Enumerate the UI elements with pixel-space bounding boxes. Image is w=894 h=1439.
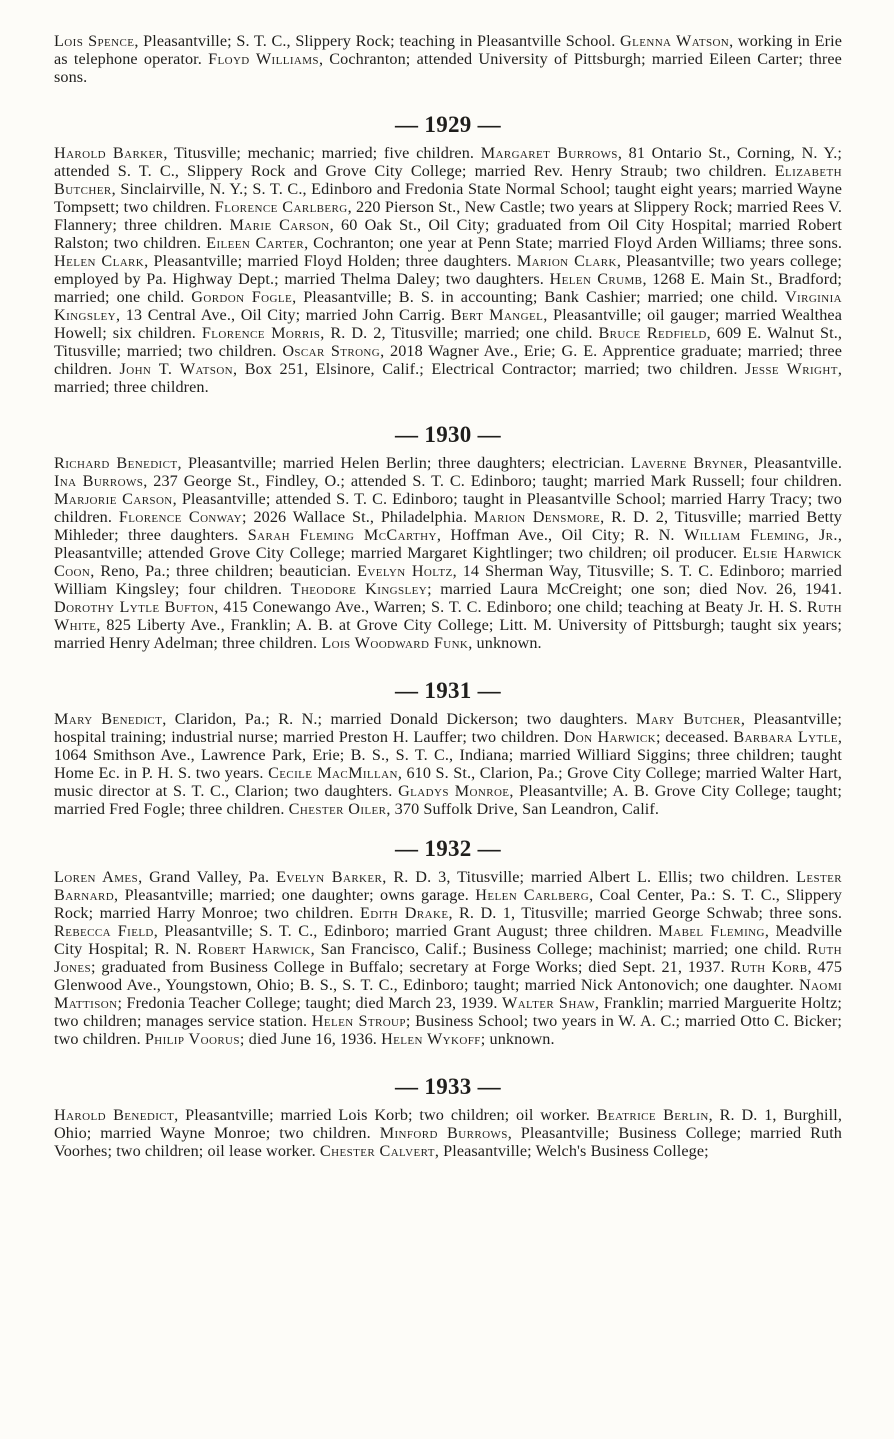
entry-name: Jesse Wright — [745, 360, 838, 378]
entry-name: Sarah Fleming McCarthy — [247, 526, 437, 544]
entry-name: Chester Oiler — [288, 800, 387, 818]
entry-name: Helen Clark — [54, 252, 145, 270]
entry-text: , Pleasantville; attended Grove City College; married Margaret Kightlinger; two children; oil producer. — [54, 526, 843, 562]
entry-name: Don Harwick — [563, 728, 656, 746]
entry-name: Ruth Korb — [730, 958, 808, 976]
entry-name: William Fleming, Jr. — [683, 526, 838, 544]
entry-text: , R. D. 2, Titusville; married; one child. — [320, 324, 593, 342]
entry-name: Helen Crumb — [549, 270, 643, 288]
entry-name: Harold Barker — [54, 144, 164, 162]
entry-text: , Pleasantville; married Helen Berlin; three daughters; electrician. — [177, 454, 625, 472]
entry-text: , 370 Suffolk Drive, San Leandron, Calif. — [386, 800, 660, 818]
entry-name: Lester Barnard — [54, 868, 843, 904]
entry-text: , 475 Glenwood Ave., Youngstown, Ohio; B. S., S. T. C., Edinboro; taught; married Nick Antonovich; one daughter. — [54, 958, 843, 994]
entry-text: , Pleasantville; Business College; married Ruth Voorhes; two children; oil lease worker. — [54, 1124, 842, 1160]
entry-text: ; 2026 Wallace St., Philadelphia. — [242, 508, 468, 526]
entry-name: Ruth White — [54, 598, 842, 634]
entry-text: , 1064 Smithson Ave., Lawrence Park, Erie; B. S., S. T. C., Indiana; married Williard Siggins; three children; taught Home Ec. in P. H. S. two years. — [54, 728, 842, 782]
section-1933 — [54, 1074, 842, 1160]
entry-text: , San Francisco, Calif.; Business College; machinist; married; one child. — [310, 940, 802, 958]
entry-name: Cecile MacMillan — [268, 764, 398, 782]
year-heading: — 1932 — — [395, 836, 501, 861]
entry-text: , Meadville City Hospital; R. N. — [54, 922, 842, 958]
entry-text: , 220 Pierson St., New Castle; two years at Slippery Rock; married Rees V. Flannery; three children. — [54, 198, 842, 234]
entry-name: Glenna Watson — [620, 32, 730, 50]
entries-paragraph — [54, 144, 842, 396]
entry-text: , Pleasantville; attended S. T. C. Edinboro; taught in Pleasantville School; married Harry Tracy; two children. — [54, 490, 842, 526]
entries-paragraph — [54, 32, 842, 86]
entry-text: , Reno, Pa.; three children; beautician. — [90, 562, 352, 580]
entry-text: , 237 George St., Findley, O.; attended S. T. C. Edinboro; taught; married Mark Russell; four children. — [143, 472, 842, 490]
entry-text: ; married Laura McCreight; one son; died Nov. 26, 1941. — [427, 580, 842, 598]
entry-name: Oscar Strong — [282, 342, 381, 360]
entry-text: , working in Erie as telephone operator. — [54, 32, 842, 68]
entry-name: Lois Spence — [54, 32, 135, 50]
entry-name: Floyd Williams — [208, 50, 319, 68]
year-heading: — 1933 — — [395, 1074, 501, 1099]
entry-name: Laverne Bryner — [630, 454, 744, 472]
entry-name: Robert Harwick — [197, 940, 311, 958]
entry-text: , R. D. 3, Titusville; married Albert L. Ellis; two children. — [382, 868, 790, 886]
entry-text: , Pleasantville. — [743, 454, 842, 472]
entry-text: , Pleasantville; married; one daughter; owns garage. — [114, 886, 469, 904]
entry-name: Lois Woodward Funk — [321, 634, 469, 652]
entries-paragraph — [54, 454, 842, 652]
entry-name: Chester Calvert — [319, 1142, 435, 1160]
entry-name: Virginia Kingsley — [54, 288, 842, 324]
entry-name: Mary Butcher — [636, 710, 741, 728]
entry-name: Florence Carlberg — [214, 198, 348, 216]
entry-text: , 81 Ontario St., Corning, N. Y.; attended S. T. C., Slippery Rock and Grove City College; married Rev. Henry Straub; two children. — [54, 144, 842, 180]
entry-text: , 1268 E. Main St., Bradford; married; one child. — [54, 270, 842, 306]
entry-name: Walter Shaw — [502, 994, 595, 1012]
entry-name: Ruth Jones — [54, 940, 842, 976]
entry-text: , 2018 Wagner Ave., Erie; G. E. Apprentice graduate; married; three children. — [54, 342, 842, 378]
section-1931 — [54, 678, 842, 818]
entry-name: Elizabeth Butcher — [54, 162, 842, 198]
entry-name: Loren Ames — [54, 868, 139, 886]
entry-name: Helen Wykoff — [381, 1030, 481, 1048]
entry-text: ; deceased. — [655, 728, 729, 746]
entry-text: , R. D. 2, Titusville; married Betty Mihleder; three daughters. — [54, 508, 842, 544]
entry-text: , Sinclairville, N. Y.; S. T. C., Edinboro and Fredonia State Normal School; taught eight years; married Wayne Tompsett; two children. — [54, 180, 842, 216]
entry-text: , Pleasantville; two years college; employed by Pa. Highway Dept.; married Thelma Daley; two daughters. — [54, 252, 843, 288]
entry-name: Bert Mangel — [450, 306, 544, 324]
entry-text: , Cochranton; attended University of Pittsburgh; married Eileen Carter; three sons. — [54, 50, 842, 86]
entry-name: Helen Stroup — [311, 1012, 406, 1030]
entry-text: ; died June 16, 1936. — [239, 1030, 377, 1048]
entry-text: , Pleasantville; B. S. in accounting; Bank Cashier; married; one child. — [292, 288, 778, 306]
entry-name: Elsie Harwick Coon — [54, 544, 842, 580]
entry-name: Rebecca Field — [54, 922, 154, 940]
entry-text: , 610 S. St., Clarion, Pa.; Grove City College; married Walter Hart, music director at S. T. C., Clarion; two daughters. — [54, 764, 842, 800]
entry-name: Beatrice Berlin — [596, 1106, 709, 1124]
entry-text: , Pleasantville; S. T. C., Edinboro; married Grant August; three children. — [153, 922, 652, 940]
entry-text: , R. D. 1, Burghill, Ohio; married Wayne Monroe; two children. — [54, 1106, 842, 1142]
section-continuation — [54, 32, 842, 86]
year-heading: — 1931 — — [395, 678, 501, 703]
entry-text: , Pleasantville; S. T. C., Slippery Rock; teaching in Pleasantville School. — [134, 32, 616, 50]
entry-text: ; graduated from Business College in Buffalo; secretary at Forge Works; died Sept. 21, 1937. — [91, 958, 725, 976]
entry-name: Florence Morris — [201, 324, 321, 342]
entry-text: , Coal Center, Pa.: S. T. C., Slippery Rock; married Harry Monroe; two children. — [54, 886, 842, 922]
entry-name: Marion Clark — [516, 252, 617, 270]
entry-text: , 415 Conewango Ave., Warren; S. T. C. Edinboro; one child; teaching at Beaty Jr. H. S. — [214, 598, 803, 616]
entry-text: , Pleasantville; hospital training; industrial nurse; married Preston H. Lauffer; two children. — [54, 710, 842, 746]
year-heading: — 1930 — — [395, 422, 501, 447]
entry-name: Minford Burrows — [379, 1124, 508, 1142]
entry-name: Naomi Mattison — [54, 976, 843, 1012]
entry-text: , unknown. — [468, 634, 542, 652]
entry-name: Gordon Fogle — [191, 288, 293, 306]
entry-name: Marjorie Carson — [54, 490, 173, 508]
section-1932 — [54, 836, 842, 1048]
entry-name: Mary Benedict — [54, 710, 163, 728]
entry-name: Evelyn Holtz — [357, 562, 453, 580]
entry-name: Barbara Lytle — [733, 728, 838, 746]
entry-text: , 60 Oak St., Oil City; graduated from Oil City Hospital; married Robert Ralston; two children. — [54, 216, 842, 252]
entry-name: Ina Burrows — [54, 472, 144, 490]
entry-text: , married; three children. — [54, 360, 843, 396]
entry-text: , 825 Liberty Ave., Franklin; A. B. at Grove City College; Litt. M. University of Pittsburgh; taught six years; married Henry Adelman; three children. — [54, 616, 842, 652]
entry-name: Marie Carson — [229, 216, 330, 234]
section-1929 — [54, 112, 842, 396]
entry-name: Helen Carlberg — [475, 886, 590, 904]
entries-paragraph — [54, 1106, 842, 1160]
section-1930 — [54, 422, 842, 652]
entry-text: , Cochranton; one year at Penn State; married Floyd Arden Williams; three sons. — [304, 234, 843, 252]
entry-name: Edith Drake — [359, 904, 449, 922]
entry-text: , Titusville; mechanic; married; five children. — [163, 144, 475, 162]
entry-text: , Pleasantville; married Floyd Holden; three daughters. — [144, 252, 512, 270]
entry-text: ; Fredonia Teacher College; taught; died March 23, 1939. — [117, 994, 498, 1012]
entry-name: Gladys Monroe — [398, 782, 510, 800]
entry-name: Mabel Fleming — [658, 922, 765, 940]
entries-paragraph — [54, 868, 842, 1048]
entry-text: , Hoffman Ave., Oil City; R. N. — [436, 526, 675, 544]
entry-name: Philip Voorus — [144, 1030, 240, 1048]
entry-text: , R. D. 1, Titusville; married George Schwab; three sons. — [448, 904, 842, 922]
entry-text: , 609 E. Walnut St., Titusville; married; two children. — [54, 324, 842, 360]
year-heading: — 1929 — — [395, 112, 501, 137]
entries-paragraph — [54, 710, 842, 818]
entry-name: John T. Watson — [119, 360, 234, 378]
entry-text: , 13 Central Ave., Oil City; married John Carrig. — [115, 306, 446, 324]
entry-text: ; Business School; two years in W. A. C.; married Otto C. Bicker; two children. — [54, 1012, 843, 1048]
entry-name: Marion Densmore — [473, 508, 601, 526]
entry-text: , Pleasantville; married Lois Korb; two children; oil worker. — [174, 1106, 590, 1124]
entry-text: , 14 Sherman Way, Titusville; S. T. C. Edinboro; married William Kingsley; four children. — [54, 562, 842, 598]
entry-text: , Pleasantville; Welch's Business College; — [434, 1142, 709, 1160]
entry-name: Dorothy Lytle Bufton — [54, 598, 215, 616]
entry-text: , Box 251, Elsinore, Calif.; Electrical Contractor; married; two children. — [233, 360, 738, 378]
entry-text: ; unknown. — [480, 1030, 555, 1048]
entry-text: , Claridon, Pa.; R. N.; married Donald Dickerson; two daughters. — [162, 710, 628, 728]
entry-text: , Franklin; married Marguerite Holtz; two children; manages service station. — [54, 994, 843, 1030]
entry-name: Harold Benedict — [54, 1106, 175, 1124]
entry-name: Florence Conway — [118, 508, 243, 526]
entry-name: Bruce Redfield — [598, 324, 707, 342]
entry-name: Eileen Carter — [206, 234, 305, 252]
entry-name: Evelyn Barker — [276, 868, 383, 886]
entry-name: Margaret Burrows — [480, 144, 618, 162]
entry-text: , Pleasantville; A. B. Grove City College; taught; married Fred Fogle; three children. — [54, 782, 842, 818]
entry-text: , Grand Valley, Pa. — [138, 868, 270, 886]
entry-name: Richard Benedict — [54, 454, 178, 472]
entry-text: , Pleasantville; oil gauger; married Wealthea Howell; six children. — [54, 306, 842, 342]
entry-name: Theodore Kingsley — [290, 580, 428, 598]
